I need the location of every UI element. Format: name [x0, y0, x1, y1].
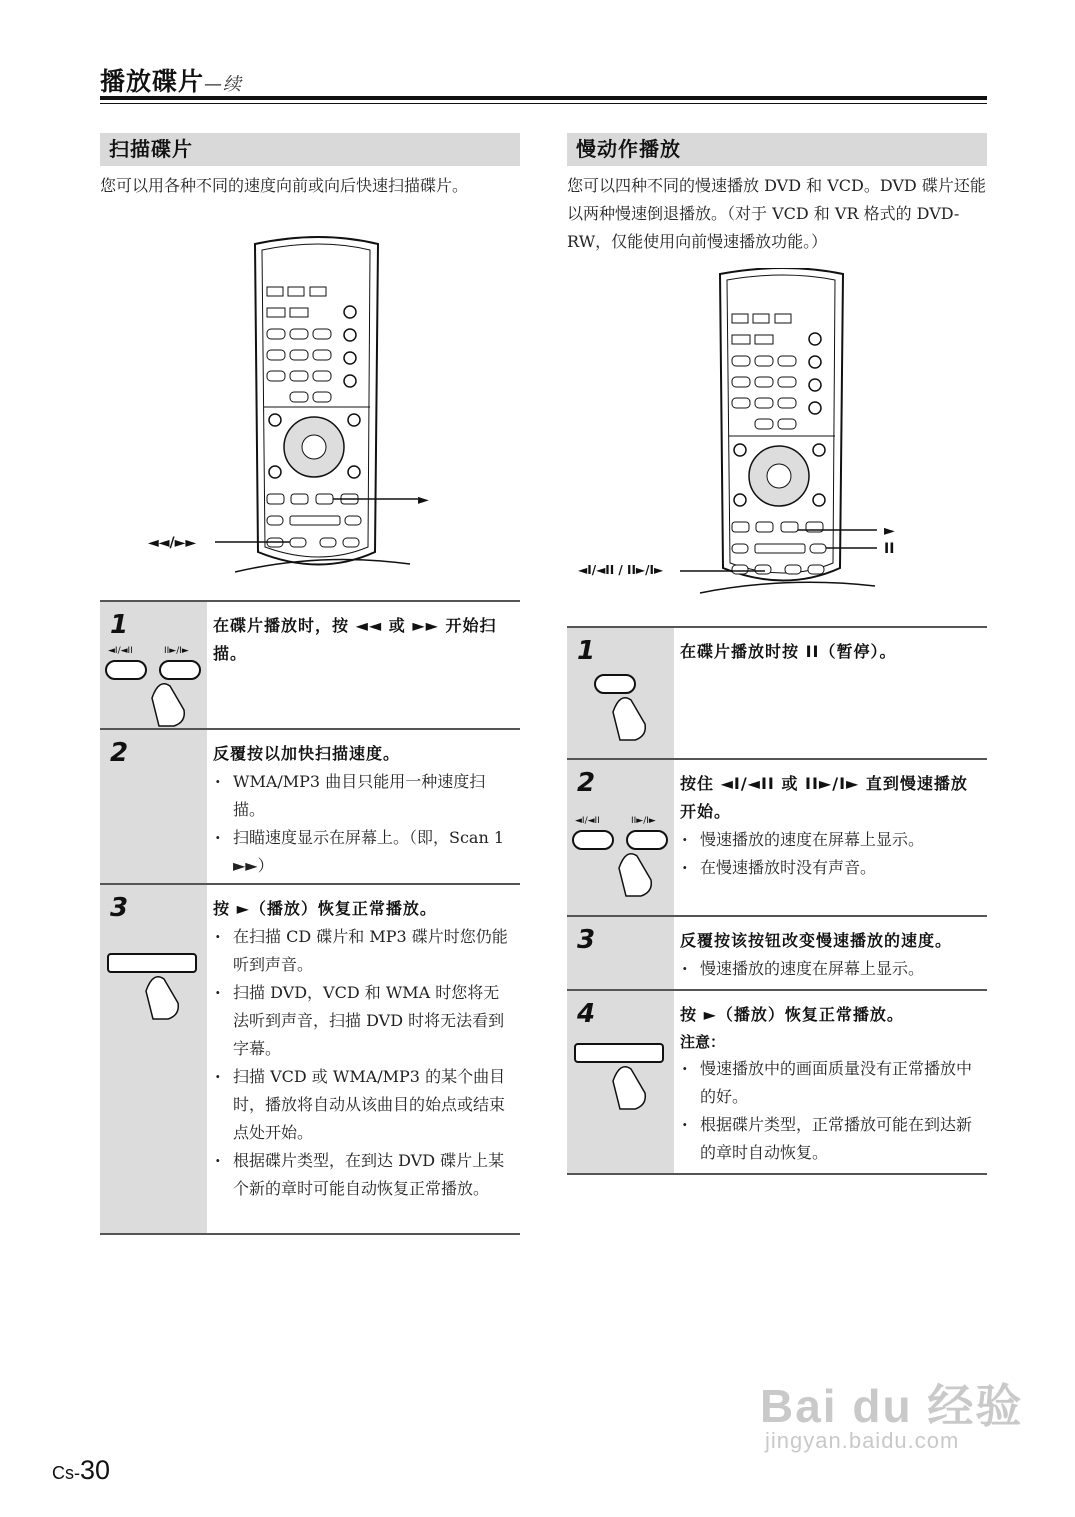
- skip-buttons-hand-icon: [104, 658, 204, 728]
- step-bullet: · 根据碟片类型，正常播放可能在到达新的章时自动恢复。: [680, 1111, 981, 1167]
- step-number: 3: [110, 893, 129, 923]
- callout-pause-right: II: [884, 541, 895, 557]
- page-title: 播放碟片—续: [100, 67, 243, 96]
- step-number: 4: [577, 999, 596, 1029]
- step-item: [567, 917, 987, 991]
- step-head: 按 ►（播放）恢复正常播放。: [213, 899, 437, 918]
- callout-play-right: ►: [884, 523, 895, 539]
- step-bullet: · 在扫描 CD 碟片和 MP3 碟片时您仍能听到声音。: [213, 923, 514, 979]
- play-button-hand-icon: [106, 951, 202, 1021]
- pause-button-hand-icon: [593, 672, 663, 742]
- step-note: 注意：: [680, 1033, 726, 1051]
- step-number: 1: [577, 636, 596, 666]
- step-icon-label-right: II►/I►: [631, 816, 656, 826]
- step-bullet: · 慢速播放的速度在屏幕上显示。: [680, 826, 981, 854]
- play-button-hand-icon: [573, 1041, 669, 1111]
- step-bullet: · 在慢速播放时没有声音。: [680, 854, 981, 882]
- step-number: 3: [577, 925, 596, 955]
- page-subtitle: —续: [204, 74, 243, 95]
- step-head: 按 ►（播放）恢复正常播放。: [680, 1005, 904, 1024]
- callout-scan-left: ◄◄/►►: [148, 535, 197, 551]
- section-intro-slow: 您可以四种不同的慢速播放 DVD 和 VCD。DVD 碟片还能以两种慢速倒退播放。（对于 VCD 和 VR 格式的 DVD-RW，仅能使用向前慢速播放功能。）: [567, 176, 986, 251]
- step-item: [567, 760, 987, 917]
- remote-illustration-slow: [615, 268, 915, 598]
- step-bullet: · WMA/MP3 曲目只能用一种速度扫描。: [213, 768, 514, 824]
- steps-scan: [100, 600, 520, 1235]
- step-number: 2: [110, 738, 129, 768]
- section-title-slow: 慢动作播放: [567, 133, 987, 166]
- step-number: 1: [110, 610, 129, 640]
- callout-slow-right: ◄I/◄II / II►/I►: [578, 563, 664, 577]
- step-bullet: · 慢速播放中的画面质量没有正常播放中的好。: [680, 1055, 981, 1111]
- header-rule: [100, 96, 987, 100]
- step-icon-label-left: ◄I/◄II: [108, 646, 133, 656]
- step-icon-label-left: ◄I/◄II: [575, 816, 600, 826]
- section-title-scan: 扫描碟片: [100, 133, 520, 166]
- step-bullet: · 扫瞄速度显示在屏幕上。（即，Scan 1 ►►）: [213, 824, 514, 880]
- step-item: [567, 991, 987, 1175]
- step-bullet: · 慢速播放的速度在屏幕上显示。: [680, 955, 981, 983]
- step-item: [567, 628, 987, 760]
- step-bullet: · 根据碟片类型，在到达 DVD 碟片上某个新的章时可能自动恢复正常播放。: [213, 1147, 514, 1203]
- step-item: [100, 602, 520, 730]
- callout-play-left: ►: [418, 492, 429, 508]
- step-head: 在碟片播放时，按 ◄◄ 或 ►► 开始扫描。: [213, 616, 497, 663]
- remote-illustration-scan: [150, 232, 450, 577]
- step-head: 反覆按以加快扫描速度。: [213, 744, 401, 763]
- remote-control-icon: [680, 268, 877, 593]
- step-item: [100, 885, 520, 1235]
- page-number: Cs-30: [52, 1455, 111, 1485]
- watermark-url: jingyan.baidu.com: [765, 1428, 960, 1453]
- step-item: [100, 730, 520, 885]
- remote-control-icon: [215, 237, 418, 572]
- watermark-logo: Bai du 经验: [760, 1380, 1024, 1432]
- steps-slow: [567, 626, 987, 1175]
- header-rule-thin: [100, 103, 987, 104]
- step-icon-label-right: II►/I►: [164, 646, 189, 656]
- step-head: 在碟片播放时按 II（暂停）。: [680, 642, 897, 661]
- step-bullet: · 扫描 DVD，VCD 和 WMA 时您将无法听到声音，扫描 DVD 时将无法看到字幕。: [213, 979, 514, 1063]
- step-head: 按住 ◄I/◄II 或 II►/I► 直到慢速播放开始。: [680, 774, 968, 821]
- step-head: 反覆按该按钮改变慢速播放的速度。: [680, 931, 953, 950]
- section-intro-scan: 您可以用各种不同的速度向前或向后快速扫描碟片。: [100, 176, 469, 195]
- step-bullet: · 扫描 VCD 或 WMA/MP3 的某个曲目时，播放将自动从该曲目的始点或结束点处开始。: [213, 1063, 514, 1147]
- slow-buttons-hand-icon: [571, 828, 671, 898]
- step-number: 2: [577, 768, 596, 798]
